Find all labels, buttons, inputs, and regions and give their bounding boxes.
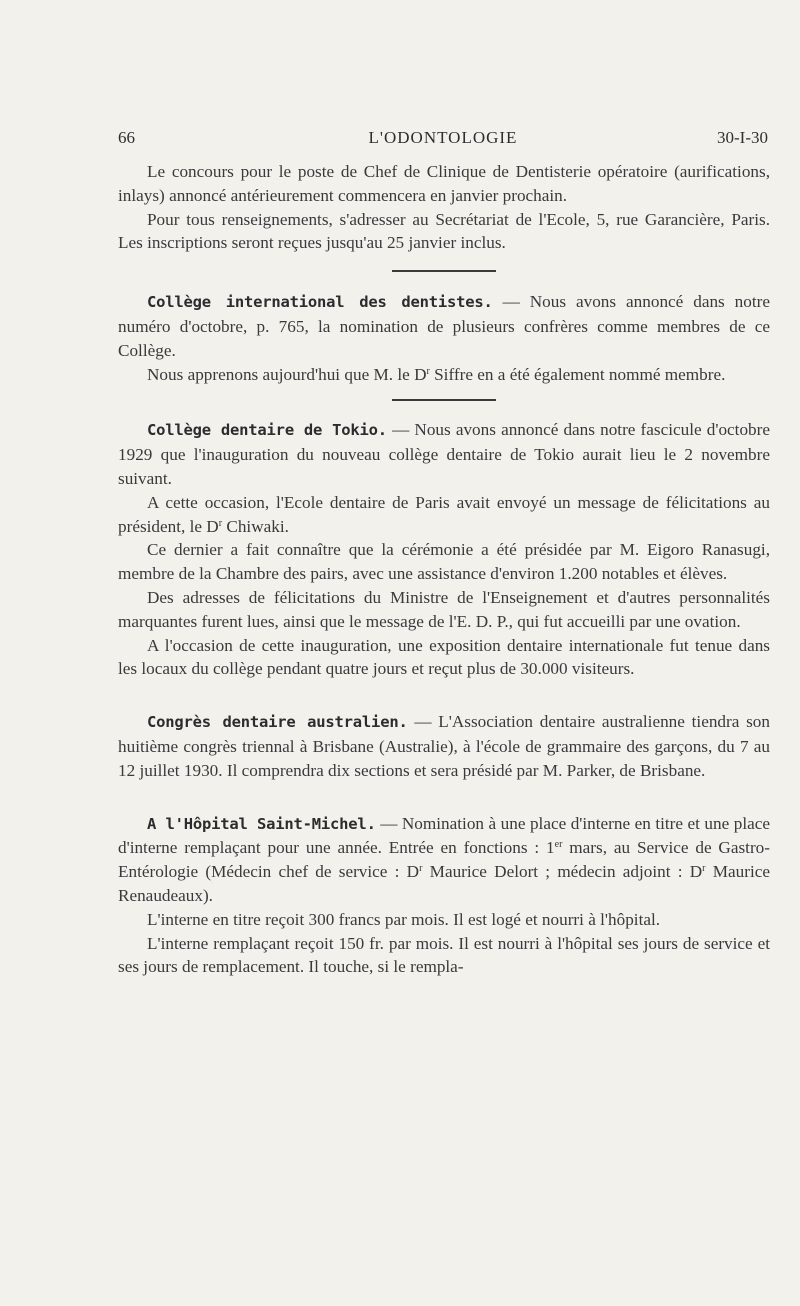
- section-gap: [118, 783, 770, 812]
- college-tokio-paragraph-1: Collège dentaire de Tokio. — Nous avons annoncé dans notre fascicule d'octobre 1929 que l'inauguration du nouveau collège dentaire de Tokio aurait lieu le 2 novembre suivant.: [118, 420, 770, 488]
- page-number: 66: [118, 128, 135, 147]
- journal-title: L'ODONTOLOGIE: [368, 128, 518, 147]
- hopital-heading: A l'Hôpital Saint-Michel.: [147, 814, 376, 833]
- article-body: [118, 160, 770, 979]
- section-divider: [392, 399, 496, 401]
- college-tokio-paragraph-5: A l'occasion de cette inauguration, une exposition dentaire internationale fut tenue dans les locaux du collège pendant quatre jours et reçut plus de 30.000 visiteurs.: [118, 635, 770, 679]
- concours-paragraph-1: Le concours pour le poste de Chef de Clinique de Dentisterie opératoire (aurifications, inlays) annoncé antérieurement commencera en janvier prochain.: [118, 162, 770, 205]
- college-international-heading: Collège international des dentistes.: [147, 293, 493, 312]
- hopital-paragraph-2: L'interne en titre reçoit 300 francs par mois. Il est logé et nourri à l'hôpital.: [147, 909, 661, 929]
- section-divider: [392, 270, 496, 272]
- college-international-paragraph-2: Nous apprenons aujourd'hui que M. le $D^r$ Siffre en a été également nommé membre.: [147, 364, 726, 384]
- hopital-paragraph-1: A l'Hôpital Saint-Michel. — Nomination à une place d'interne en titre et une place d'interne remplaçant pour une année. Entrée en fonctions : 1er mars, au Service de Gastro-Entérologie (Médecin chef de service : $D^r$ Maurice Delort ; médecin adjoint : $D^r$ Maurice Renaudeaux).: [118, 813, 770, 905]
- college-tokio-paragraph-2: A cette occasion, l'Ecole dentaire de Paris avait envoyé un message de félicitations au président, le $D^r$ Chiwaki.: [118, 492, 770, 536]
- running-header: [118, 128, 768, 150]
- section-gap: [118, 681, 770, 710]
- college-international-paragraph-1: Collège international des dentistes. — Nous avons annoncé dans notre numéro d'octobre, p. 765, la nomination de plusieurs confrères comme membres de ce Collège.: [118, 292, 770, 360]
- concours-paragraph-2: Pour tous renseignements, s'adresser au Secrétariat de l'Ecole, 5, rue Garancière, Paris. Les inscriptions seront reçues jusqu'au 25 janvier inclus.: [118, 209, 770, 253]
- issue-date: 30-I-30: [717, 128, 768, 147]
- college-tokio-paragraph-3: Ce dernier a fait connaître que la cérémonie a été présidée par M. Eigoro Ranasugi, membre de la Chambre des pairs, avec une assistance d'environ 1.200 notables et élèves.: [118, 540, 770, 584]
- college-tokio-heading: Collège dentaire de Tokio.: [147, 421, 387, 440]
- congres-paragraph: Congrès dentaire australien. — L'Association dentaire australienne tiendra son huitième congrès triennal à Brisbane (Australie), à l'école de grammaire des garçons, du 7 au 12 juillet 1930. Il comprendra dix sections et sera présidé par M. Parker, de Brisbane.: [118, 712, 770, 780]
- congres-heading: Congrès dentaire australien.: [147, 713, 408, 732]
- college-tokio-paragraph-4: Des adresses de félicitations du Ministre de l'Enseignement et d'autres personnalités marquantes furent lues, ainsi que le message de l'E. D. P., qui fut accueilli par une ovation.: [118, 587, 770, 631]
- hopital-paragraph-3: L'interne remplaçant reçoit 150 fr. par mois. Il est nourri à l'hôpital ses jours de service et ses jours de remplacement. Il touche, si le rempla-: [118, 933, 770, 977]
